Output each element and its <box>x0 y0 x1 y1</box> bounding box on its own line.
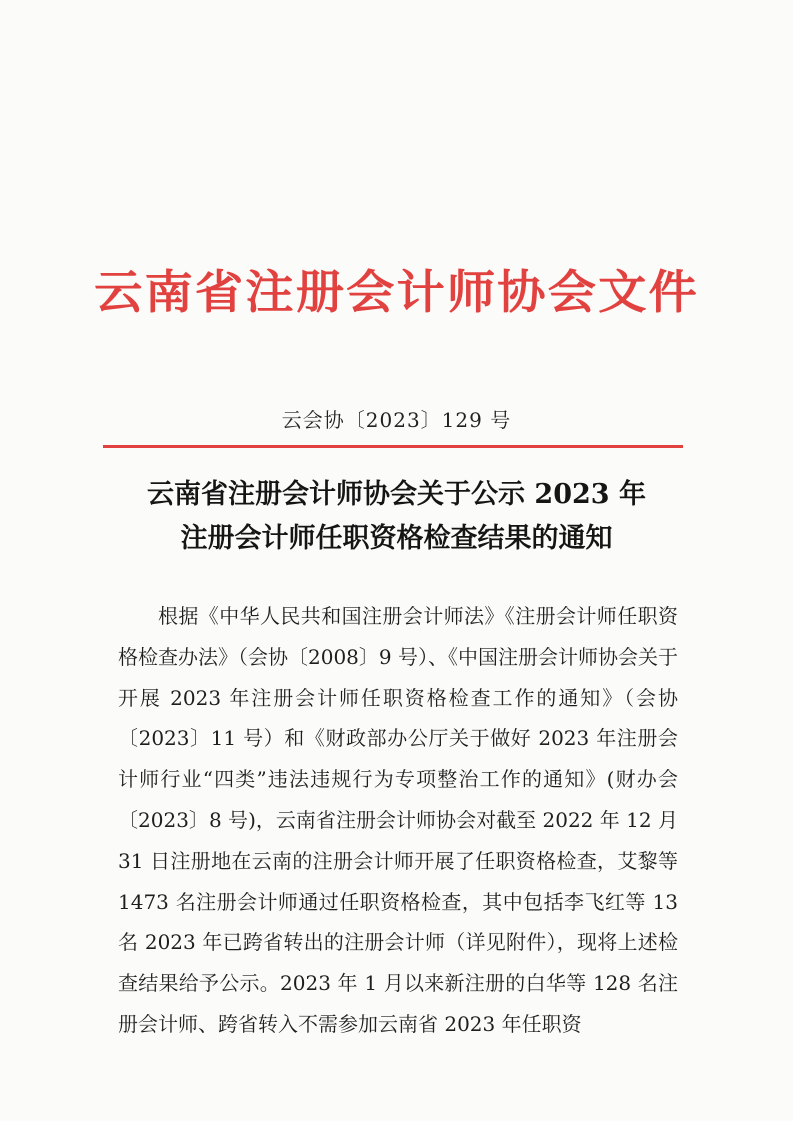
red-divider-line <box>103 445 683 448</box>
document-title-line-1: 云南省注册会计师协会关于公示 2023 年 <box>147 479 646 510</box>
issuer-header-title: 云南省注册会计师协会文件 <box>94 265 699 319</box>
document-title <box>0 473 793 561</box>
document-number: 云会协〔2023〕129 号 <box>281 408 512 432</box>
document-title-line-2: 注册会计师任职资格检查结果的通知 <box>180 523 613 554</box>
body-paragraph: 根据《中华人民共和国注册会计师法》《注册会计师任职资格检查办法》（会协〔2008〕9 号）、《中国注册会计师协会关于开展 2023 年注册会计师任职资格检查工作的通知》（会协〔2023〕11 号）和《财政部办公厅关于做好 2023 年注册会计师行业“四类”违法违规行为专项整治工作的通知》(财办会〔2023〕8 号)，云南省注册会计师协会对截至 2022 年 12 月 31 日注册地在云南的注册会计师开展了任职资格检查，艾黎等 1473 名注册会计师通过任职资格检查，其中包括李飞红等 13 名 2023 年已跨省转出的注册会计师（详见附件），现将上述检查结果给予公示。2023 年 1 月以来新注册的白华等 128 名注册会计师、跨省转入不需参加云南省 2023 年任职资 <box>118 604 678 1036</box>
